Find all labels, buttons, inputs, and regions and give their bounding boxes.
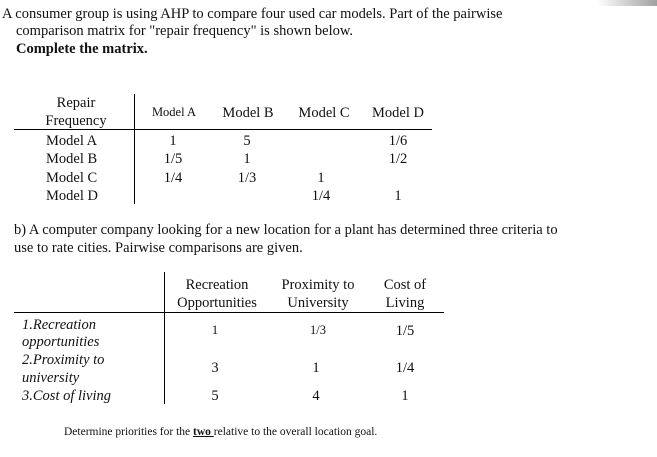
footer-emphasis: two [193,426,214,438]
cell: 1 [394,188,402,204]
cell: 3 [211,360,219,376]
row-label-divider [164,272,165,404]
footer-text-before: Determine priorities for the [64,426,194,438]
row-label-recreation-line-2: opportunities [22,334,100,350]
row-label-proximity-line-1: 2.Proximity to [22,352,105,368]
cell: 1 [243,151,251,167]
header-rule [14,312,444,313]
cell: 1/4 [395,360,415,376]
cell: 1 [317,170,325,186]
corner-label-line-2: Frequency [45,113,107,129]
cell: 1/5 [163,151,183,167]
cell: 1/6 [388,133,408,149]
header-rule [14,129,432,130]
cell: 1/5 [395,323,415,339]
cell: 1/4 [311,188,331,204]
footer-instruction [64,426,377,438]
cell: 1/2 [388,151,408,167]
footer-text-after: relative to the overall location goal. [213,426,378,438]
cell: 5 [211,388,219,404]
col-header-recreation-line-1: Recreation [185,277,249,293]
cell: 1 [169,133,177,149]
col-header-model-b: Model B [222,105,274,121]
col-header-cost-line-2: Living [385,295,425,311]
intro-line-2: comparison matrix for "repair frequency" is shown below. [16,23,354,39]
cell: 1/4 [163,170,183,186]
row-label-recreation-line-1: 1.Recreation [22,317,96,333]
cell: 1 [312,360,320,376]
intro-line-1: A consumer group is using AHP to compare four used car models. Part of the pairwise [2,6,503,22]
col-header-recreation-line-2: Opportunities [177,295,257,311]
row-label-model-b: Model B [46,151,98,167]
part-b-line-1: b) A computer company looking for a new location for a plant has determined three criteria to [14,222,558,238]
row-label-model-d: Model D [46,188,98,204]
row-label-proximity-line-2: university [22,370,80,386]
cell: 4 [312,388,320,404]
col-header-model-c: Model C [298,105,350,121]
col-header-model-d: Model D [372,105,424,121]
col-header-proximity-line-2: University [287,295,349,311]
cell: 1 [401,388,409,404]
cell: 5 [243,133,251,149]
col-header-model-a: Model A [151,105,197,119]
row-label-divider [134,94,135,204]
row-label-model-c: Model C [46,170,98,186]
col-header-proximity-line-1: Proximity to [281,277,355,293]
row-label-model-a: Model A [46,133,98,149]
corner-label-line-1: Repair [56,95,96,111]
cell: 1/3 [310,323,326,337]
instruction: Complete the matrix. [16,41,148,57]
page-edge-shadow [597,0,657,6]
cell: 1 [211,323,219,337]
part-b-line-2: use to rate cities. Pairwise comparisons are given. [14,240,303,256]
col-header-cost-line-1: Cost of [383,277,427,293]
cell: 1/3 [237,170,257,186]
row-label-cost-of-living: 3.Cost of living [22,388,112,404]
